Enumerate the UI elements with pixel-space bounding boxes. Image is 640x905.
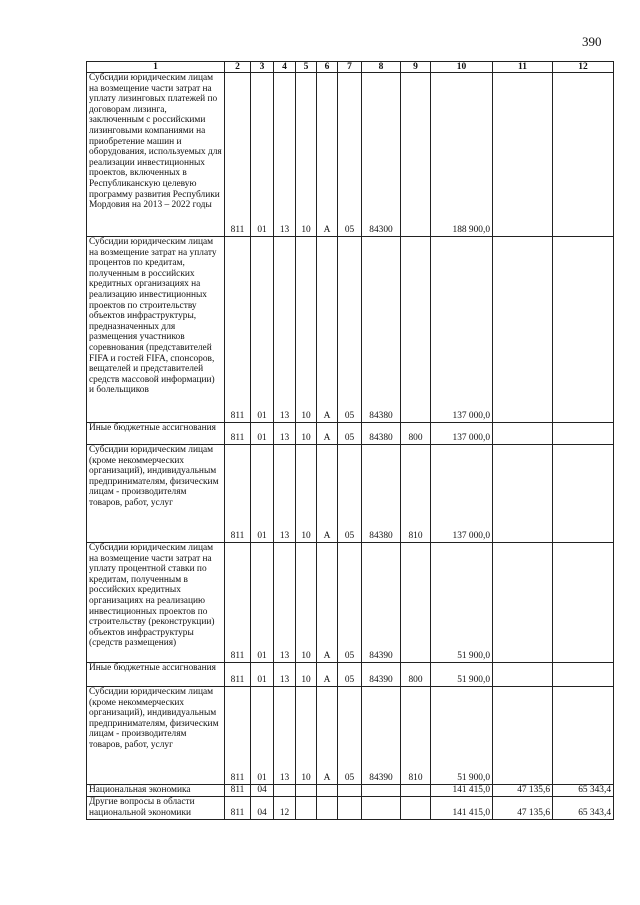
cell-ministry: 811	[225, 423, 251, 445]
cell-code-7: 05	[338, 543, 362, 663]
table-row	[87, 73, 614, 237]
column-header: 3	[251, 62, 274, 73]
cell-amount-10: 137 000,0	[431, 445, 493, 543]
cell-section: 01	[251, 687, 274, 785]
cell-expense-type: 800	[401, 423, 431, 445]
column-header: 12	[553, 62, 614, 73]
cell-expense-type	[401, 797, 431, 820]
cell-code-6: А	[317, 687, 338, 785]
cell-ministry: 811	[225, 237, 251, 423]
cell-amount-11	[493, 423, 553, 445]
cell-amount-12	[553, 687, 614, 785]
cell-ministry: 811	[225, 73, 251, 237]
cell-code-5: 10	[296, 663, 317, 687]
row-name: Национальная экономика	[87, 785, 225, 797]
cell-expense-type	[401, 543, 431, 663]
cell-subsection: 13	[274, 423, 296, 445]
cell-code-7	[338, 785, 362, 797]
cell-section: 01	[251, 237, 274, 423]
cell-code-7: 05	[338, 445, 362, 543]
cell-ministry: 811	[225, 543, 251, 663]
column-header: 5	[296, 62, 317, 73]
cell-expense-type: 800	[401, 663, 431, 687]
table-row	[87, 785, 614, 797]
cell-amount-12	[553, 423, 614, 445]
row-name: Субсидии юридическим лицам (кроме некоммерческих организаций), индивидуальным предпринимателям, физическим лицам - производителям товаров, работ, услуг	[87, 445, 225, 543]
column-header: 6	[317, 62, 338, 73]
cell-expense-type	[401, 237, 431, 423]
column-header: 8	[362, 62, 401, 73]
cell-code-6	[317, 785, 338, 797]
cell-amount-10: 51 900,0	[431, 663, 493, 687]
cell-subsection: 13	[274, 445, 296, 543]
cell-ministry: 811	[225, 445, 251, 543]
cell-code-7: 05	[338, 687, 362, 785]
cell-amount-12: 65 343,4	[553, 785, 614, 797]
cell-subsection: 12	[274, 797, 296, 820]
cell-code-5: 10	[296, 423, 317, 445]
cell-code-8	[362, 797, 401, 820]
cell-amount-11	[493, 73, 553, 237]
cell-code-8: 84300	[362, 73, 401, 237]
cell-code-7: 05	[338, 237, 362, 423]
cell-subsection: 13	[274, 687, 296, 785]
column-header: 1	[87, 62, 225, 73]
cell-code-8: 84390	[362, 687, 401, 785]
table-row	[87, 237, 614, 423]
cell-amount-11	[493, 543, 553, 663]
cell-subsection: 13	[274, 663, 296, 687]
cell-ministry: 811	[225, 663, 251, 687]
row-name: Иные бюджетные ассигнования	[87, 663, 225, 687]
column-header: 10	[431, 62, 493, 73]
cell-subsection: 13	[274, 543, 296, 663]
cell-code-6: А	[317, 73, 338, 237]
table-row	[87, 543, 614, 663]
page-number: 390	[582, 34, 602, 49]
cell-ministry: 811	[225, 797, 251, 820]
column-header: 2	[225, 62, 251, 73]
cell-code-5	[296, 797, 317, 820]
cell-ministry: 811	[225, 687, 251, 785]
cell-ministry: 811	[225, 785, 251, 797]
cell-amount-10: 51 900,0	[431, 543, 493, 663]
cell-amount-12	[553, 73, 614, 237]
cell-code-5: 10	[296, 543, 317, 663]
table-row	[87, 797, 614, 820]
table-row	[87, 445, 614, 543]
cell-section: 01	[251, 663, 274, 687]
cell-code-5: 10	[296, 445, 317, 543]
cell-code-5	[296, 785, 317, 797]
cell-amount-10: 141 415,0	[431, 785, 493, 797]
cell-amount-11: 47 135,6	[493, 785, 553, 797]
cell-amount-12	[553, 543, 614, 663]
cell-code-8	[362, 785, 401, 797]
cell-amount-11: 47 135,6	[493, 797, 553, 820]
column-header: 4	[274, 62, 296, 73]
cell-amount-11	[493, 663, 553, 687]
cell-code-8: 84380	[362, 445, 401, 543]
column-header: 11	[493, 62, 553, 73]
cell-expense-type	[401, 785, 431, 797]
row-name: Субсидии юридическим лицам на возмещение затрат на уплату процентов по кредитам, полученным в российских кредитных организациях на реализацию инвестиционных проектов по строительству объектов инфраструктуры, предназначенных для размещения участников соревнования (представителей FIFA и гостей FIFA, спонсоров, вещателей и представителей средств массовой информации) и болельщиков	[87, 237, 225, 423]
cell-code-8: 84390	[362, 663, 401, 687]
cell-expense-type: 810	[401, 445, 431, 543]
cell-subsection: 13	[274, 73, 296, 237]
cell-expense-type: 810	[401, 687, 431, 785]
cell-code-6: А	[317, 423, 338, 445]
table-row	[87, 663, 614, 687]
cell-code-7: 05	[338, 663, 362, 687]
cell-amount-10: 51 900,0	[431, 687, 493, 785]
cell-section: 01	[251, 445, 274, 543]
cell-code-5: 10	[296, 687, 317, 785]
column-header: 9	[401, 62, 431, 73]
cell-amount-12	[553, 663, 614, 687]
row-name: Иные бюджетные ассигнования	[87, 423, 225, 445]
table-row	[87, 687, 614, 785]
cell-subsection	[274, 785, 296, 797]
cell-subsection: 13	[274, 237, 296, 423]
cell-code-7: 05	[338, 423, 362, 445]
cell-code-8: 84380	[362, 237, 401, 423]
cell-amount-12	[553, 445, 614, 543]
cell-section: 01	[251, 73, 274, 237]
cell-section: 04	[251, 797, 274, 820]
cell-section: 01	[251, 423, 274, 445]
cell-section: 01	[251, 543, 274, 663]
cell-code-7	[338, 797, 362, 820]
cell-amount-12: 65 343,4	[553, 797, 614, 820]
cell-code-6: А	[317, 663, 338, 687]
cell-amount-10: 137 000,0	[431, 237, 493, 423]
cell-amount-10: 188 900,0	[431, 73, 493, 237]
column-header: 7	[338, 62, 362, 73]
row-name: Субсидии юридическим лицам на возмещение части затрат на уплату процентной ставки по кредитам, полученным в российских кредитных организациях на реализацию инвестиционных проектов по строительству (реконструкции) объектов инфраструктуры (средств размещения)	[87, 543, 225, 663]
cell-amount-12	[553, 237, 614, 423]
cell-amount-11	[493, 687, 553, 785]
row-name: Субсидии юридическим лицам (кроме некоммерческих организаций), индивидуальным предпринимателям, физическим лицам - производителям товаров, работ, услуг	[87, 687, 225, 785]
cell-section: 04	[251, 785, 274, 797]
row-name: Другие вопросы в области национальной экономики	[87, 797, 225, 820]
cell-code-6: А	[317, 445, 338, 543]
header-row	[87, 62, 614, 73]
cell-amount-10: 137 000,0	[431, 423, 493, 445]
cell-code-7: 05	[338, 73, 362, 237]
cell-code-6: А	[317, 237, 338, 423]
cell-code-8: 84380	[362, 423, 401, 445]
budget-table	[86, 61, 614, 820]
cell-expense-type	[401, 73, 431, 237]
row-name: Субсидии юридическим лицам на возмещение части затрат на уплату лизинговых платежей по договорам лизинга, заключенным с российскими лизинговыми компаниями на приобретение машин и оборудования, используемых для реализации инвестиционных проектов, включенных в Республиканскую целевую программу развития Республики Мордовия на 2013 – 2022 годы	[87, 73, 225, 237]
cell-code-8: 84390	[362, 543, 401, 663]
cell-code-5: 10	[296, 73, 317, 237]
table-row	[87, 423, 614, 445]
cell-amount-11	[493, 237, 553, 423]
cell-code-6: А	[317, 543, 338, 663]
cell-amount-11	[493, 445, 553, 543]
cell-amount-10: 141 415,0	[431, 797, 493, 820]
cell-code-6	[317, 797, 338, 820]
cell-code-5: 10	[296, 237, 317, 423]
